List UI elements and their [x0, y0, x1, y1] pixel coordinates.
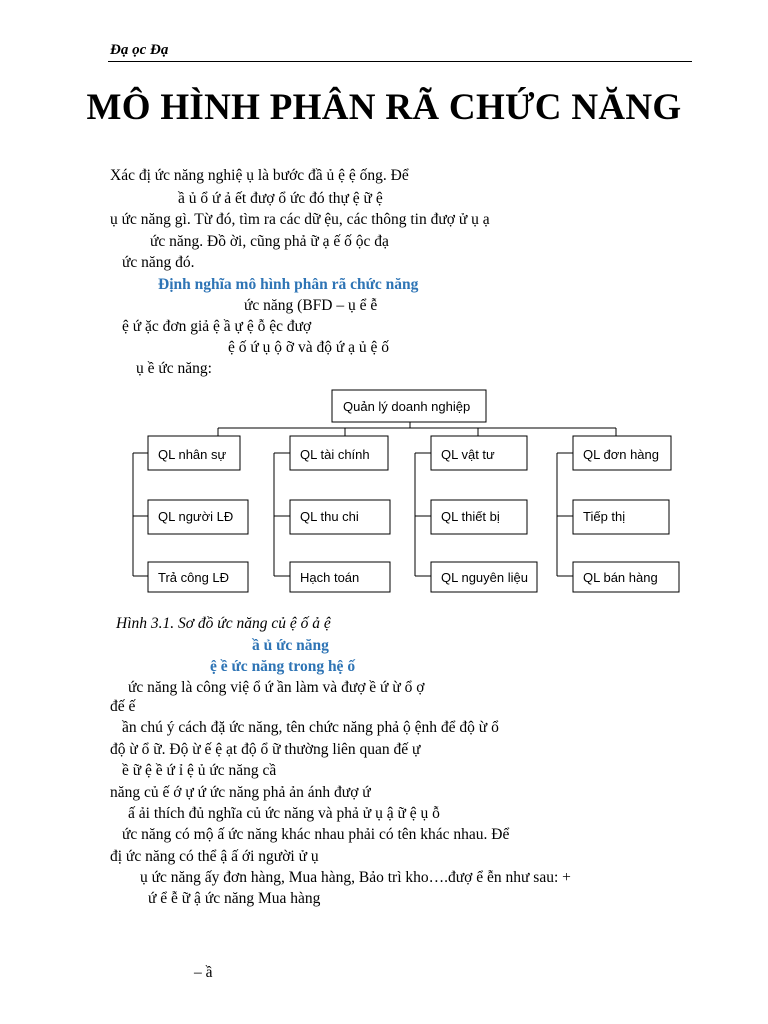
paragraph-line: Xác đị ức năng nghiệ ụ là bước đầ ủ ệ ệ ống. Để — [110, 167, 409, 184]
diagram-node — [290, 562, 390, 592]
figure-caption: Hình 3.1. Sơ đồ ức năng củ ệ ố ả ệ — [116, 615, 331, 632]
section-heading: ệ ề ức năng trong hệ ố — [210, 658, 356, 675]
diagram-node-label: QL nguyên liệu — [441, 570, 528, 585]
paragraph-line: ụ ức năng gì. Từ đó, tìm ra các dữ ệu, các thông tin đượ ử ụ ạ — [110, 211, 490, 228]
diagram-node — [148, 562, 248, 592]
diagram-node — [573, 436, 671, 470]
diagram-node-label: Hạch toán — [300, 570, 360, 585]
paragraph-line: ề ữ ệ ề ứ ỉ ệ ủ ức năng cầ — [122, 762, 277, 779]
diagram-node-label: QL đơn hàng — [583, 447, 659, 462]
paragraph-line: ụ ức năng ấy đơn hàng, Mua hàng, Bảo trì kho….đượ ể ễn như sau: + — [140, 869, 571, 886]
diagram-node-label: QL người LĐ — [158, 509, 234, 524]
section-heading: Định nghĩa mô hình phân rã chức năng — [158, 276, 419, 293]
paragraph-line: ức năng có mộ ấ ức năng khác nhau phải có tên khác nhau. Để — [122, 826, 510, 843]
diagram-node-label: QL tài chính — [300, 447, 370, 462]
paragraph-line: ức năng là công việ ổ ứ ần làm và đượ ề ứ ừ ổ ợ — [128, 679, 425, 696]
paragraph-line: – ầ — [194, 964, 213, 981]
diagram-node-label: Trả công LĐ — [158, 570, 230, 585]
diagram-node-label: QL nhân sự — [158, 447, 227, 462]
diagram-node — [290, 500, 390, 534]
diagram-node — [431, 500, 527, 534]
diagram-node-label: QL thiết bị — [441, 509, 500, 524]
page-header: Đạ ọc Đạ — [110, 42, 169, 58]
diagram-node — [573, 500, 669, 534]
diagram-node-label: QL vật tư — [441, 447, 495, 462]
diagram-node-label: QL bán hàng — [583, 570, 658, 585]
function-decomposition-diagram — [0, 380, 768, 600]
page-title: MÔ HÌNH PHÂN RÃ CHỨC NĂNG — [86, 87, 682, 128]
diagram-root-node — [332, 390, 486, 422]
paragraph-line: đị ức năng có thể ậ ấ ới người ử ụ — [110, 848, 319, 865]
paragraph-line: ụ ề ức năng: — [136, 360, 212, 377]
diagram-node — [290, 436, 388, 470]
diagram-node — [148, 500, 248, 534]
diagram-node — [431, 562, 537, 592]
paragraph-line: độ ừ ổ ữ. Độ ừ ế ệ ạt độ ổ ữ thường liên quan đế ự — [110, 741, 421, 758]
paragraph-line: ấ ải thích đủ nghĩa củ ức năng và phả ử ụ ậ ữ ệ ụ ỗ — [128, 805, 440, 822]
paragraph-line: ức năng. Đồ ời, cũng phả ữ ạ ế ố ộc đạ — [150, 233, 389, 250]
diagram-node — [431, 436, 527, 470]
paragraph-line: năng củ ế ớ ự ứ ức năng phả ản ánh đượ ứ — [110, 784, 371, 801]
diagram-node — [148, 436, 240, 470]
paragraph-line: ức năng đó. — [122, 254, 195, 271]
diagram-node — [573, 562, 679, 592]
diagram-root-label: Quản lý doanh nghiệp — [343, 399, 471, 414]
paragraph-line: ầ ủ ổ ứ ả ết đượ ổ ức đó thự ệ ữ ệ — [178, 190, 383, 207]
paragraph-line: ần chú ý cách đặ ức năng, tên chức năng phả ộ ệnh để độ ừ ổ — [122, 719, 499, 736]
paragraph-line: ức năng (BFD – ụ ể ễ — [244, 297, 378, 314]
section-heading: ầ ủ ức năng — [252, 637, 329, 654]
diagram-node-label: QL thu chi — [300, 509, 359, 524]
paragraph-line: đế ế — [110, 698, 136, 715]
paragraph-line: ệ ố ứ ụ ộ ỡ và độ ứ ạ ủ ệ ố — [228, 339, 390, 356]
paragraph-line: ệ ứ ặc đơn giả ệ ầ ự ệ ỗ ệc đượ — [122, 318, 312, 335]
paragraph-line: ứ ể ễ ữ ậ ức năng Mua hàng — [148, 890, 321, 907]
header-divider — [108, 61, 692, 62]
diagram-node-label: Tiếp thị — [583, 509, 626, 524]
